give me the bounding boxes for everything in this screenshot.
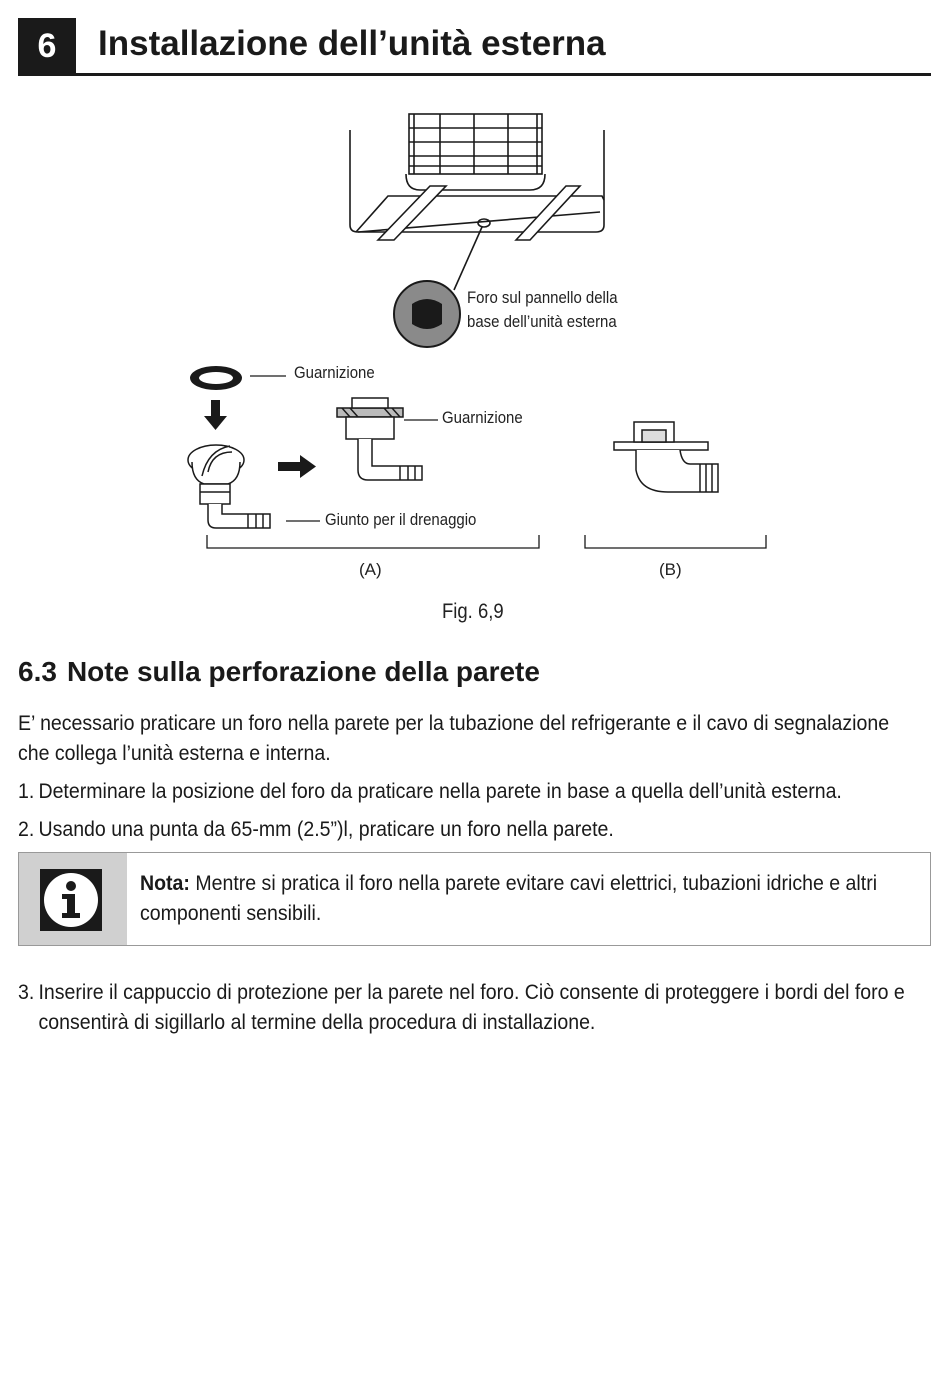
chapter-title: Installazione dell’unità esterna bbox=[98, 24, 606, 63]
note-text bbox=[140, 869, 912, 929]
note-label: Nota: bbox=[140, 872, 190, 895]
outdoor-unit-drawing bbox=[350, 114, 604, 290]
section-heading bbox=[18, 656, 540, 688]
chapter-header bbox=[18, 18, 931, 76]
bracket-b bbox=[585, 535, 766, 548]
joint-b-drawing bbox=[614, 422, 718, 492]
info-icon bbox=[40, 869, 102, 931]
label-gasket-2: Guarnizione bbox=[442, 408, 523, 427]
step-marker: 2. bbox=[18, 818, 35, 841]
assembled-joint-drawing bbox=[337, 398, 422, 480]
step-text-cont: consentirà di sigillarlo al termine della procedura di installazione. bbox=[38, 1011, 596, 1034]
intro-line-2: che collega l’unità esterna e interna. bbox=[18, 742, 331, 765]
label-hole-2: base dell’unità esterna bbox=[467, 312, 617, 331]
intro-line-1: E’ necessario praticare un foro nella parete per la tubazione del refrigerante e il cavo di segnalazione bbox=[18, 712, 890, 735]
intro-paragraph bbox=[18, 709, 929, 769]
note-line-1: Mentre si pratica il foro nella parete evitare cavi elettrici, tubazioni idriche e altri bbox=[189, 872, 878, 895]
figure-caption: Fig. 6,9 bbox=[442, 600, 504, 623]
step-text: Determinare la posizione del foro da praticare nella parete in base a quella dell’unità esterna. bbox=[38, 780, 842, 803]
bracket-a bbox=[207, 535, 539, 548]
step-text: Usando una punta da 65-mm (2.5”)l, praticare un foro nella parete. bbox=[38, 818, 614, 841]
step-text: Inserire il cappuccio di protezione per la parete nel foro. Ciò consente di proteggere i bordi del foro e bbox=[38, 981, 905, 1004]
figure-drain-joint bbox=[0, 100, 950, 640]
step-1 bbox=[18, 777, 929, 807]
arrow-right-icon bbox=[278, 455, 316, 478]
label-b: (B) bbox=[659, 560, 682, 579]
step-2 bbox=[18, 815, 929, 845]
label-a: (A) bbox=[359, 560, 382, 579]
drain-joint-illustration bbox=[0, 100, 950, 640]
arrow-down-icon bbox=[204, 400, 227, 430]
chapter-number: 6 bbox=[18, 18, 76, 74]
section-number: 6.3 bbox=[18, 656, 57, 687]
label-drain-joint: Giunto per il drenaggio bbox=[325, 510, 477, 529]
label-gasket-1: Guarnizione bbox=[294, 363, 375, 382]
step-marker: 3. bbox=[18, 981, 35, 1004]
label-hole: Foro sul pannello della bbox=[467, 288, 618, 307]
section-title: Note sulla perforazione della parete bbox=[66, 656, 540, 687]
note-box bbox=[18, 852, 931, 946]
note-icon-cell bbox=[19, 853, 127, 945]
step-3 bbox=[18, 978, 929, 1038]
drain-joint-drawing bbox=[188, 445, 270, 528]
note-line-2: componenti sensibili. bbox=[140, 902, 322, 925]
step-marker: 1. bbox=[18, 780, 35, 803]
